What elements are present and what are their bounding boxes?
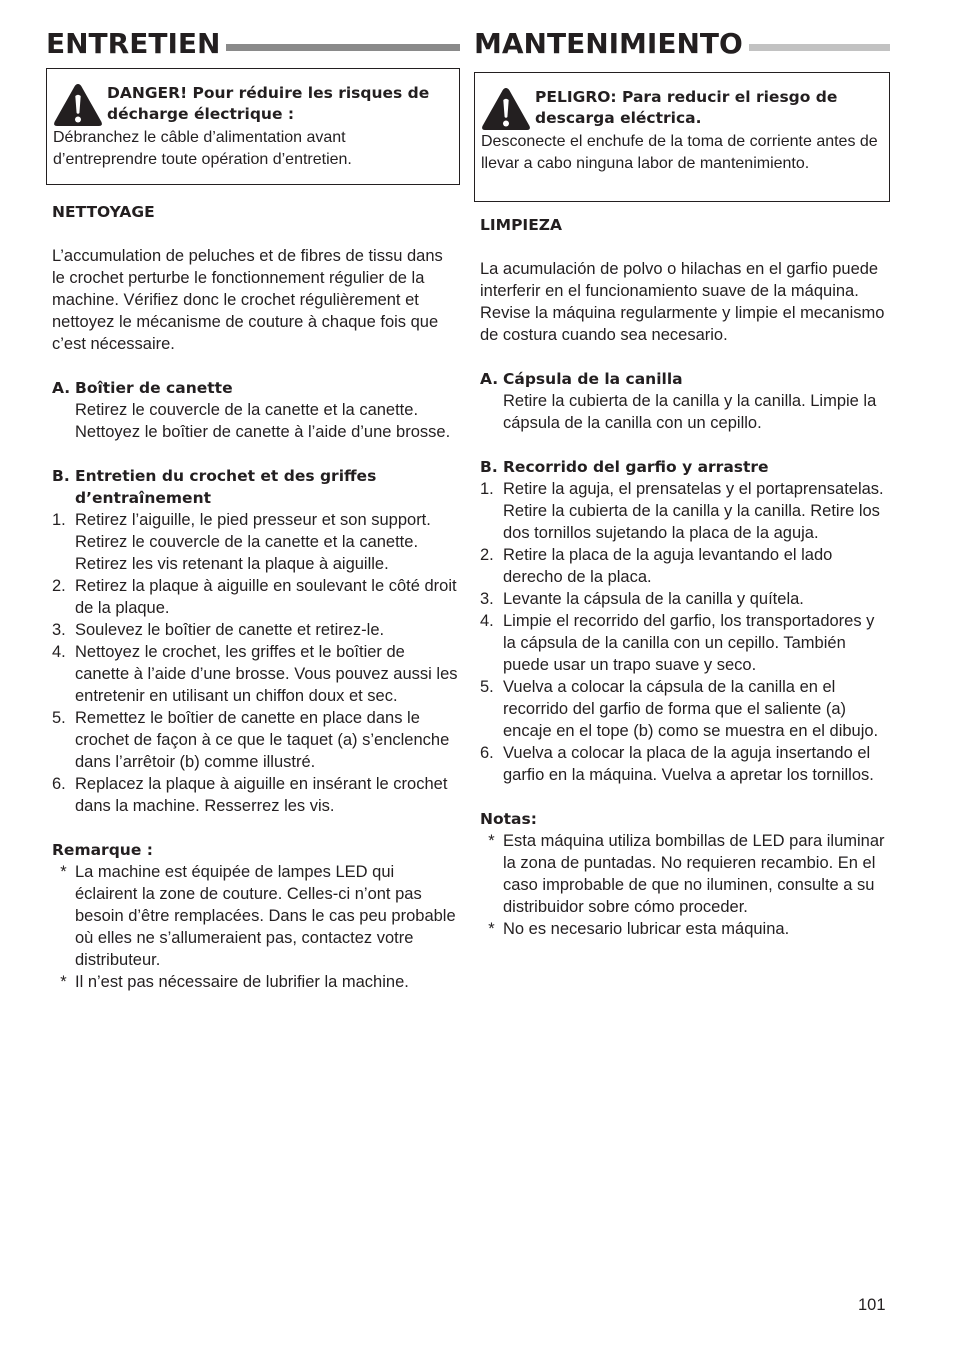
list-item: [480, 742, 890, 786]
notes-list: [52, 861, 460, 993]
steps-list: [52, 509, 460, 817]
step-text: Vuelva a colocar la cápsula de la canilla en el recorrido del garfio de forma que el saliente (a) encaje en el tope (b) como se muestra en el dibujo.: [503, 678, 879, 740]
heading-rule: [226, 44, 460, 51]
bullet-asterisk: *: [488, 920, 495, 938]
list-item: [52, 509, 460, 575]
step-number: 1.: [480, 480, 494, 498]
subsection-a-text: Retirez le couvercle de la canette et la canette. Nettoyez le boîtier de canette à l’aide d’une brosse.: [75, 401, 451, 441]
list-item: [52, 641, 460, 707]
danger-box: [46, 68, 460, 185]
list-item: [52, 971, 460, 993]
list-item: [52, 619, 460, 641]
danger-text: Desconecte el enchufe de la toma de corriente antes de llevar a cabo ninguna labor de mantenimiento.: [481, 133, 878, 172]
danger-title: DANGER! Pour réduire les risques de décharge électrique :: [107, 84, 430, 123]
list-item: [52, 707, 460, 773]
subsection-b-heading: [480, 456, 890, 478]
section-heading: [474, 26, 890, 62]
bullet-asterisk: *: [60, 973, 67, 991]
subsection-letter: A.: [52, 379, 71, 397]
step-text: Limpie el recorrido del garfio, los transportadores y la cápsula de la canilla con un cepillo. También puede usar un trapo suave y seco.: [503, 612, 875, 674]
subsection-b-heading: [52, 465, 460, 509]
step-number: 3.: [480, 590, 494, 608]
list-item: [480, 610, 890, 676]
list-item: [480, 544, 890, 588]
list-item: [52, 773, 460, 817]
list-item: [480, 588, 890, 610]
step-text: Vuelva a colocar la placa de la aguja insertando el garfio en la máquina. Vuelva a apretar los tornillos.: [503, 744, 874, 784]
step-number: 2.: [52, 577, 66, 595]
steps-list: [480, 478, 890, 786]
note-text: Il n’est pas nécessaire de lubrifier la machine.: [75, 973, 409, 991]
subsection-letter: B.: [480, 458, 498, 476]
page-number: 101: [858, 1296, 886, 1314]
list-item: [480, 676, 890, 742]
section-heading: [46, 26, 460, 62]
section-content: [46, 201, 460, 993]
step-number: 6.: [480, 744, 494, 762]
step-number: 2.: [480, 546, 494, 564]
note-text: Esta máquina utiliza bombillas de LED para iluminar la zona de puntadas. No requieren recambio. En el caso improbable de que no iluminen, consulte a su distribuidor sobre cómo proceder.: [503, 832, 885, 916]
subsection-title: Entretien du crochet et des griffes d’entraînement: [75, 467, 377, 507]
warning-triangle-icon: [53, 83, 103, 127]
step-text: Levante la cápsula de la canilla y quítela.: [503, 590, 804, 608]
subsection-a-text: Retire la cubierta de la canilla y la canilla. Limpie la cápsula de la canilla con un cepillo.: [503, 392, 877, 432]
step-number: 4.: [52, 643, 66, 661]
subsection-a-heading: [52, 377, 460, 399]
subsection-title: Boîtier de canette: [75, 379, 233, 397]
danger-text: Débranchez le câble d’alimentation avant d’entreprendre toute opération d’entretien.: [53, 129, 352, 168]
step-number: 5.: [480, 678, 494, 696]
notes-title: Remarque :: [52, 841, 153, 859]
section-content: [474, 214, 890, 940]
step-number: 6.: [52, 775, 66, 793]
step-text: Nettoyez le crochet, les griffes et le boîtier de canette à l’aide d’une brosse. Vous pouvez aussi les entretenir en utilisant un chiffon doux et sec.: [75, 643, 458, 705]
list-item: [52, 861, 460, 971]
note-text: La machine est équipée de lampes LED qui éclairent la zone de couture. Celles-ci n’ont pas besoin d’être remplacées. Dans le cas peu probable où elles ne s’allumeraient pas, contactez votre distributeur.: [75, 863, 456, 969]
step-text: Retire la placa de la aguja levantando el lado derecho de la placa.: [503, 546, 833, 586]
bullet-asterisk: *: [488, 832, 495, 850]
step-text: Replacez la plaque à aiguille en insérant le crochet dans la machine. Resserrez les vis.: [75, 775, 448, 815]
step-text: Retirez l’aiguille, le pied presseur et son support. Retirez le couvercle de la canette et la canette. Retirez les vis retenant la plaque à aiguille.: [75, 511, 431, 573]
list-item: [480, 478, 890, 544]
danger-box: [474, 72, 890, 202]
step-number: 1.: [52, 511, 66, 529]
subsection-title: Recorrido del garfio y arrastre: [503, 458, 769, 476]
warning-triangle-icon: [481, 87, 531, 131]
notes-list: [480, 830, 890, 940]
column-french: [46, 26, 460, 993]
heading-rule: [749, 44, 890, 51]
notes-title: Notas:: [480, 810, 537, 828]
step-number: 4.: [480, 612, 494, 630]
list-item: [52, 575, 460, 619]
step-text: Remettez le boîtier de canette en place dans le crochet de façon à ce que le taquet (a) s’enclenche dans l’arrêtoir (b) comme illustré.: [75, 709, 450, 771]
step-text: Retire la aguja, el prensatelas y el portaprensatelas. Retire la cubierta de la canilla y la canilla. Retire los dos tornillos sujetando la placa de la aguja.: [503, 480, 884, 542]
danger-title: PELIGRO: Para reducir el riesgo de descarga eléctrica.: [535, 88, 838, 127]
column-spanish: [474, 26, 890, 940]
step-number: 5.: [52, 709, 66, 727]
page-title: ENTRETIEN: [46, 27, 221, 60]
subsection-letter: B.: [52, 467, 70, 485]
cleaning-title: LIMPIEZA: [480, 216, 563, 234]
list-item: [480, 830, 890, 918]
cleaning-text: La acumulación de polvo o hilachas en el garfio puede interferir en el funcionamiento suave de la máquina. Revise la máquina regularmente y limpie el mecanismo de costura cuando sea necesario.: [480, 260, 885, 344]
subsection-a-heading: [480, 368, 890, 390]
step-text: Retirez la plaque à aiguille en soulevant le côté droit de la plaque.: [75, 577, 457, 617]
page-title: MANTENIMIENTO: [474, 27, 743, 60]
note-text: No es necesario lubricar esta máquina.: [503, 920, 790, 938]
cleaning-text: L’accumulation de peluches et de fibres de tissu dans le crochet perturbe le fonctionnement régulier de la machine. Vérifiez donc le crochet régulièrement et nettoyez le mécanisme de couture à chaque fois que c’est nécessaire.: [52, 247, 443, 353]
subsection-letter: A.: [480, 370, 499, 388]
step-text: Soulevez le boîtier de canette et retirez-le.: [75, 621, 385, 639]
subsection-title: Cápsula de la canilla: [503, 370, 683, 388]
bullet-asterisk: *: [60, 863, 67, 881]
step-number: 3.: [52, 621, 66, 639]
list-item: [480, 918, 890, 940]
cleaning-title: NETTOYAGE: [52, 203, 155, 221]
